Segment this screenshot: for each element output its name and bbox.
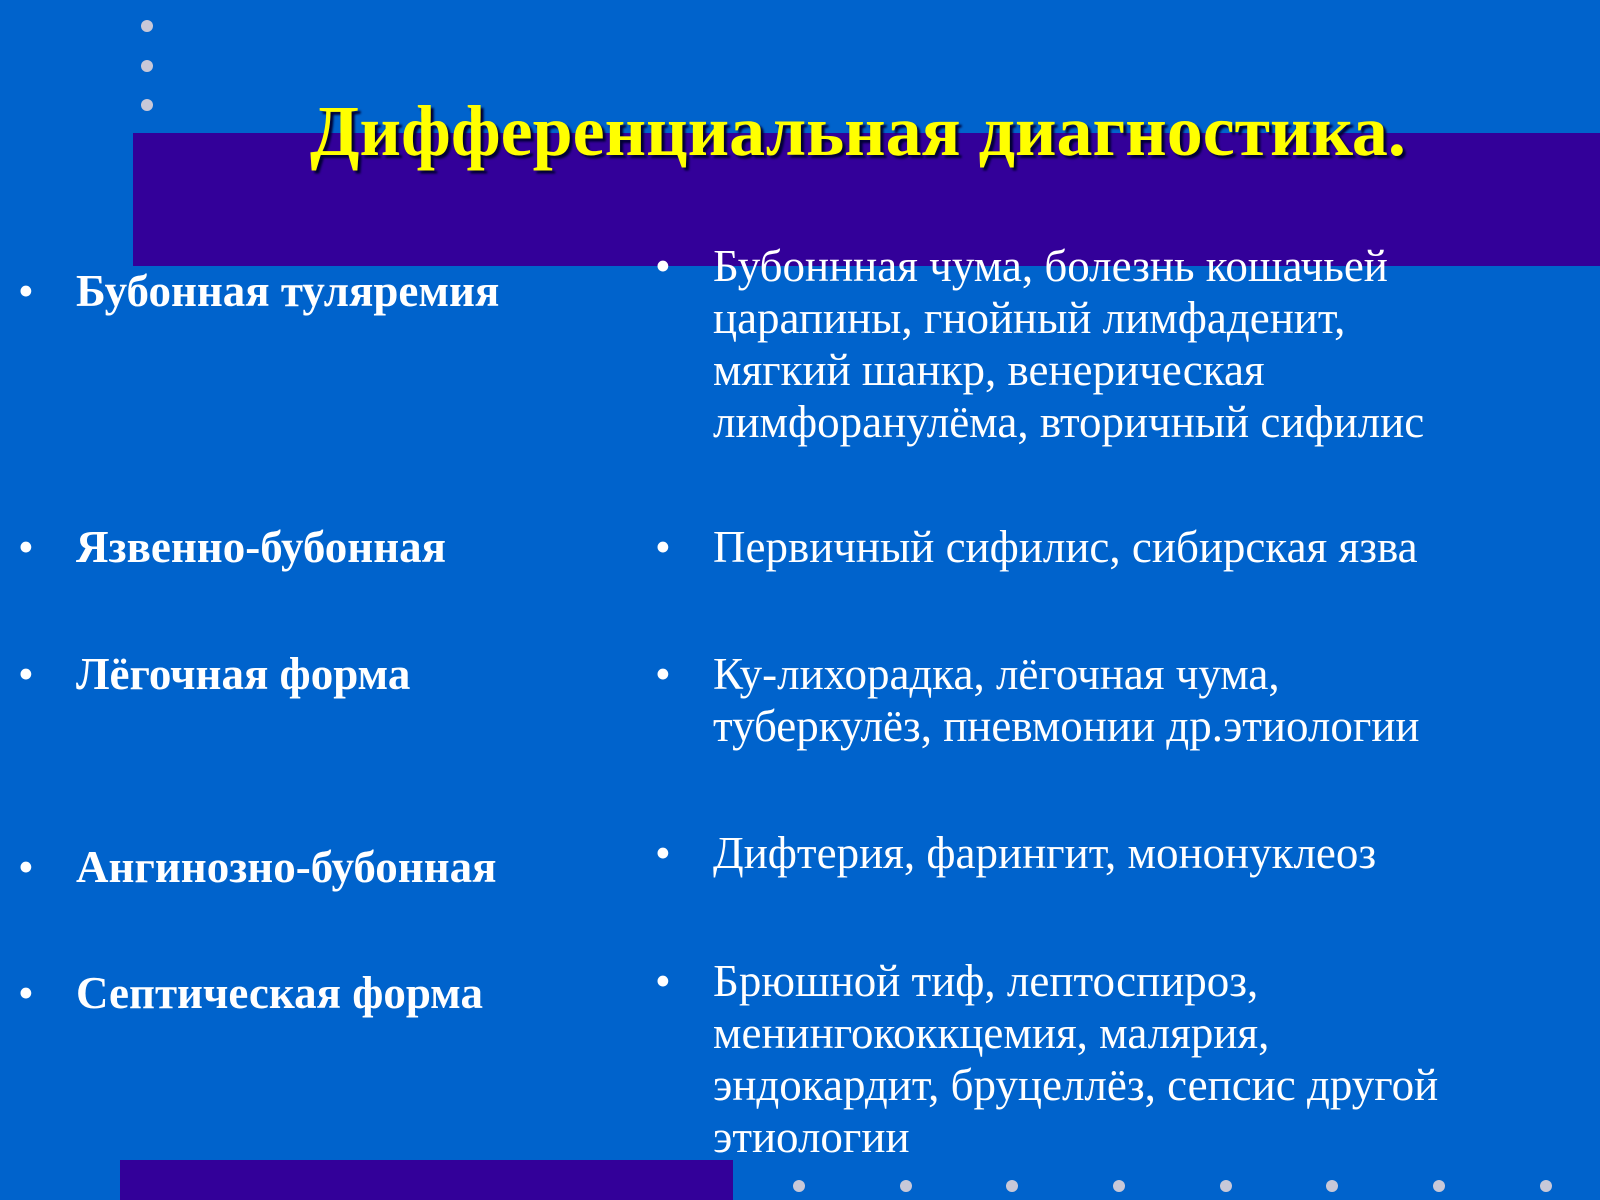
decor-dot bbox=[793, 1180, 805, 1192]
form-label: Ангинозно-бубонная bbox=[76, 842, 497, 892]
diagnosis-text bbox=[713, 240, 1593, 448]
diagnosis-line: туберкулёз, пневмонии др.этиологии bbox=[713, 701, 1420, 751]
decor-dot bbox=[141, 20, 153, 32]
diagnosis-line: Первичный сифилис, сибирская язва bbox=[713, 522, 1418, 572]
decor-dot bbox=[1540, 1180, 1552, 1192]
bullet-mark: • bbox=[655, 522, 671, 572]
bullet-mark: • bbox=[655, 649, 671, 699]
bullet-mark: • bbox=[655, 828, 671, 878]
decor-dot bbox=[1433, 1180, 1445, 1192]
form-label: Лёгочная форма bbox=[76, 649, 411, 699]
diagnosis-line: мягкий шанкр, венерическая bbox=[713, 345, 1265, 395]
page-title: Дифференциальная диагностика. bbox=[310, 91, 1406, 171]
bottom-band bbox=[120, 1160, 733, 1200]
bullet-mark: • bbox=[18, 522, 34, 572]
bullet-mark: • bbox=[18, 649, 34, 699]
diagnosis-text bbox=[713, 827, 1593, 879]
diagnosis-text bbox=[713, 648, 1593, 752]
diagnosis-line: эндокардит, бруцеллёз, сепсис другой bbox=[713, 1060, 1439, 1110]
diagnosis-line: Брюшной тиф, лептоспироз, bbox=[713, 956, 1259, 1006]
decor-dot bbox=[1113, 1180, 1125, 1192]
decor-dot bbox=[1220, 1180, 1232, 1192]
form-label: Септическая форма bbox=[76, 968, 484, 1018]
form-label: Бубонная туляремия bbox=[76, 266, 500, 316]
bullet-mark: • bbox=[655, 241, 671, 291]
bullet-mark: • bbox=[18, 968, 34, 1018]
decor-dot bbox=[900, 1180, 912, 1192]
diagnosis-line: этиологии bbox=[713, 1112, 910, 1162]
decor-dot bbox=[1326, 1180, 1338, 1192]
diagnosis-line: менингококкцемия, малярия, bbox=[713, 1008, 1270, 1058]
diagnosis-text bbox=[713, 521, 1593, 573]
diagnosis-line: Дифтерия, фарингит, мононуклеоз bbox=[713, 828, 1377, 878]
diagnosis-line: лимфоранулёма, вторичный сифилис bbox=[713, 397, 1425, 447]
bullet-mark: • bbox=[18, 842, 34, 892]
decor-dot bbox=[141, 60, 153, 72]
diagnosis-line: царапины, гнойный лимфаденит, bbox=[713, 293, 1346, 343]
decor-dot bbox=[141, 99, 153, 111]
diagnosis-line: Ку-лихорадка, лёгочная чума, bbox=[713, 649, 1280, 699]
decor-dot bbox=[1006, 1180, 1018, 1192]
diagnosis-line: Бубоннная чума, болезнь кошачьей bbox=[713, 241, 1388, 291]
bullet-mark: • bbox=[18, 266, 34, 316]
bullet-mark: • bbox=[655, 956, 671, 1006]
diagnosis-text bbox=[713, 955, 1593, 1163]
form-label: Язвенно-бубонная bbox=[76, 522, 446, 572]
